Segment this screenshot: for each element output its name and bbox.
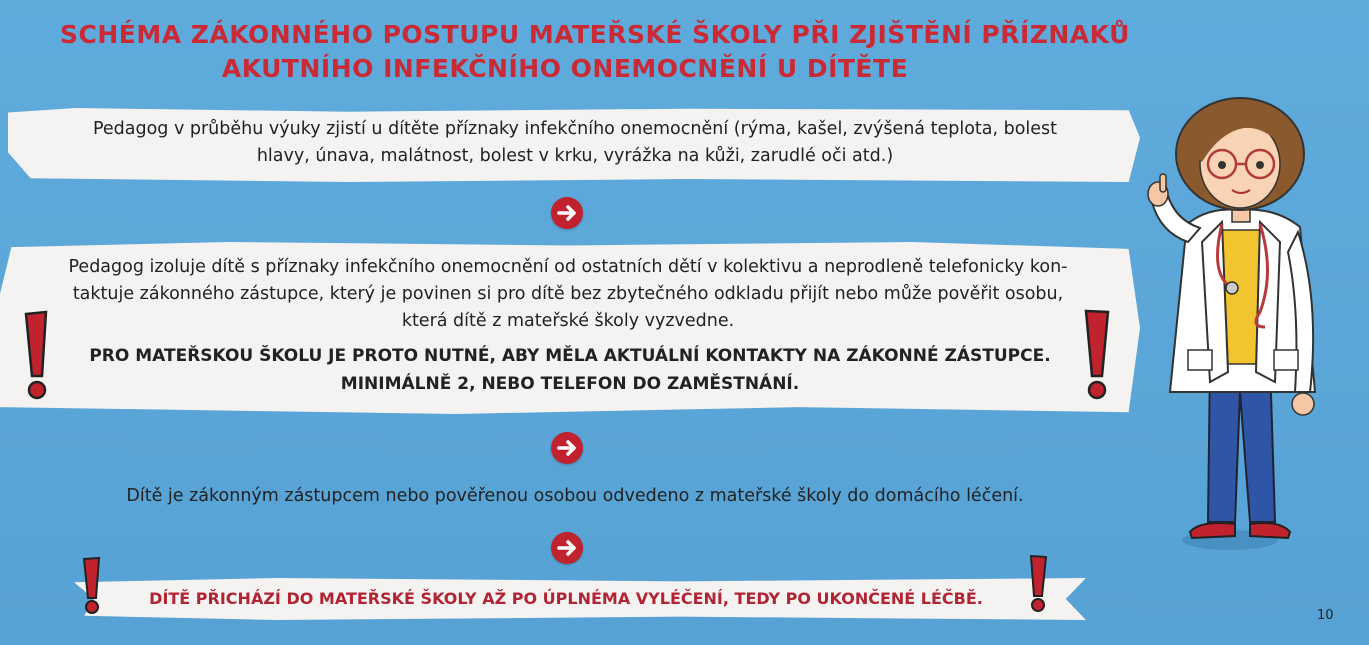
exclamation-icon: [1026, 554, 1050, 614]
step-2-line-2: taktuje zákonného zástupce, který je povinen si pro dítě bez zbytečného odkladu přijít nebo může pověřit osobu,: [72, 284, 1064, 304]
page-title: [60, 18, 1130, 86]
step-2-text: [4, 254, 1132, 335]
step-1-line-2: hlavy, únava, malátnost, bolest v krku, vyrážka na kůži, zarudlé oči atd.): [256, 146, 894, 166]
doctor-illustration: [1140, 92, 1345, 562]
arrow-right-icon: [551, 532, 583, 564]
step-1-text: [20, 116, 1130, 170]
exclamation-icon: [80, 556, 104, 616]
step-2-line-1: Pedagog izoluje dítě s příznaky infekčního onemocnění od ostatních dětí v kolektivu a neprodleně telefonicky kon-: [68, 257, 1068, 277]
arrow-right-icon: [551, 197, 583, 229]
arrow-right-icon: [551, 432, 583, 464]
step-3-text: Dítě je zákonným zástupcem nebo pověřenou osobou odvedeno z mateřské školy do domácího léčení.: [126, 486, 1024, 506]
page-number: 10: [1317, 608, 1334, 623]
title-line-2: AKUTNÍHO INFEKČNÍHO ONEMOCNĚNÍ U DÍTĚTE: [221, 54, 909, 83]
warning-line-1: PRO MATEŘSKOU ŠKOLU JE PROTO NUTNÉ, ABY MĚLA AKTUÁLNÍ KONTAKTY NA ZÁKONNÉ ZÁSTUPCE.: [89, 346, 1051, 366]
exclamation-icon: [1080, 308, 1114, 402]
step-1-line-1: Pedagog v průběhu výuky zjistí u dítěte příznaky infekčního onemocnění (rýma, kašel, zvýšená teplota, bolest: [92, 119, 1058, 139]
step-2-line-3: která dítě z mateřské školy vyzvedne.: [401, 311, 735, 331]
step-2-warning: [40, 342, 1100, 398]
step-4-text: DÍTĚ PŘICHÁZÍ DO MATEŘSKÉ ŠKOLY AŽ PO ÚPLNÉMA VYLÉČENÍ, TEDY PO UKONČENÉ LÉČBĚ.: [149, 589, 983, 608]
title-line-1: SCHÉMA ZÁKONNÉHO POSTUPU MATEŘSKÉ ŠKOLY PŘI ZJIŠTĚNÍ PŘÍZNAKŮ: [60, 20, 1130, 49]
warning-line-2: MINIMÁLNĚ 2, NEBO TELEFON DO ZAMĚSTNÁNÍ.: [340, 374, 800, 394]
exclamation-icon: [22, 310, 56, 402]
